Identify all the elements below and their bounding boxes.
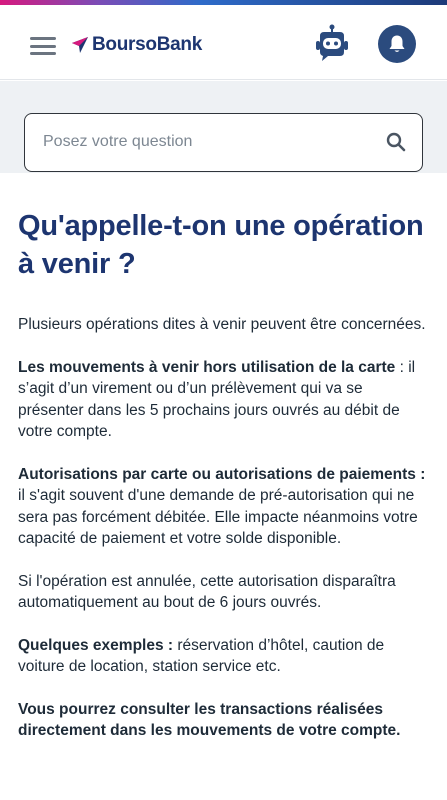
search-section <box>0 81 447 173</box>
search-icon[interactable] <box>386 132 406 152</box>
page-title: Qu'appelle-t-on une opération à venir ? <box>18 210 424 280</box>
search-input[interactable] <box>43 114 373 170</box>
examples-text: réservation d’hôtel, caution de voiture de location, station service etc. <box>18 636 385 675</box>
brand-prefix: Bourso <box>92 34 157 55</box>
bell-icon <box>388 34 406 54</box>
examples-heading: Quelques exemples : <box>18 636 174 654</box>
upcoming-movements-heading: Les mouvements à venir hors utilisation de la carte <box>18 358 396 376</box>
article-paragraph-consult <box>18 699 432 742</box>
article-paragraph-intro: Plusieurs opérations dites à venir peuvent être concernées. <box>18 316 426 333</box>
upcoming-movements-text: : il s’agit d’un virement ou d’un prélèvement qui va se présenter dans les 5 prochains jours ouvrés au débit de votre compte. <box>18 358 416 440</box>
hamburger-menu-icon[interactable] <box>30 37 56 55</box>
boursobank-logo[interactable] <box>70 33 202 57</box>
brand-suffix: Bank <box>156 34 202 55</box>
top-navigation-bar <box>0 0 447 80</box>
notifications-button[interactable] <box>378 25 416 63</box>
article-paragraph-card-authorizations <box>18 464 432 550</box>
chatbot-button[interactable] <box>314 24 350 64</box>
article-paragraph-examples <box>18 635 432 678</box>
card-authorizations-text: il s'agit souvent d'une demande de pré-autorisation qui ne sera pas forcément débitée. Elle impacte néanmoins votre capacité de paiement et votre solde disponible. <box>18 487 418 547</box>
chatbot-icon <box>314 24 350 64</box>
search-box[interactable] <box>24 113 423 172</box>
boursobank-logo-mark-icon <box>70 35 90 55</box>
article-paragraph-cancellation: Si l'opération est annulée, cette autorisation disparaîtra automatiquement au bout de 6 jours ouvrés. <box>18 572 396 611</box>
brand-accent-stripe <box>0 0 447 5</box>
card-authorizations-heading: Autorisations par carte ou autorisations de paiements : <box>18 465 426 483</box>
article-content <box>18 207 432 742</box>
consult-text: Vous pourrez consulter les transactions réalisées directement dans les mouvements de votre compte. <box>18 700 401 739</box>
article-paragraph-upcoming-movements <box>18 357 432 443</box>
